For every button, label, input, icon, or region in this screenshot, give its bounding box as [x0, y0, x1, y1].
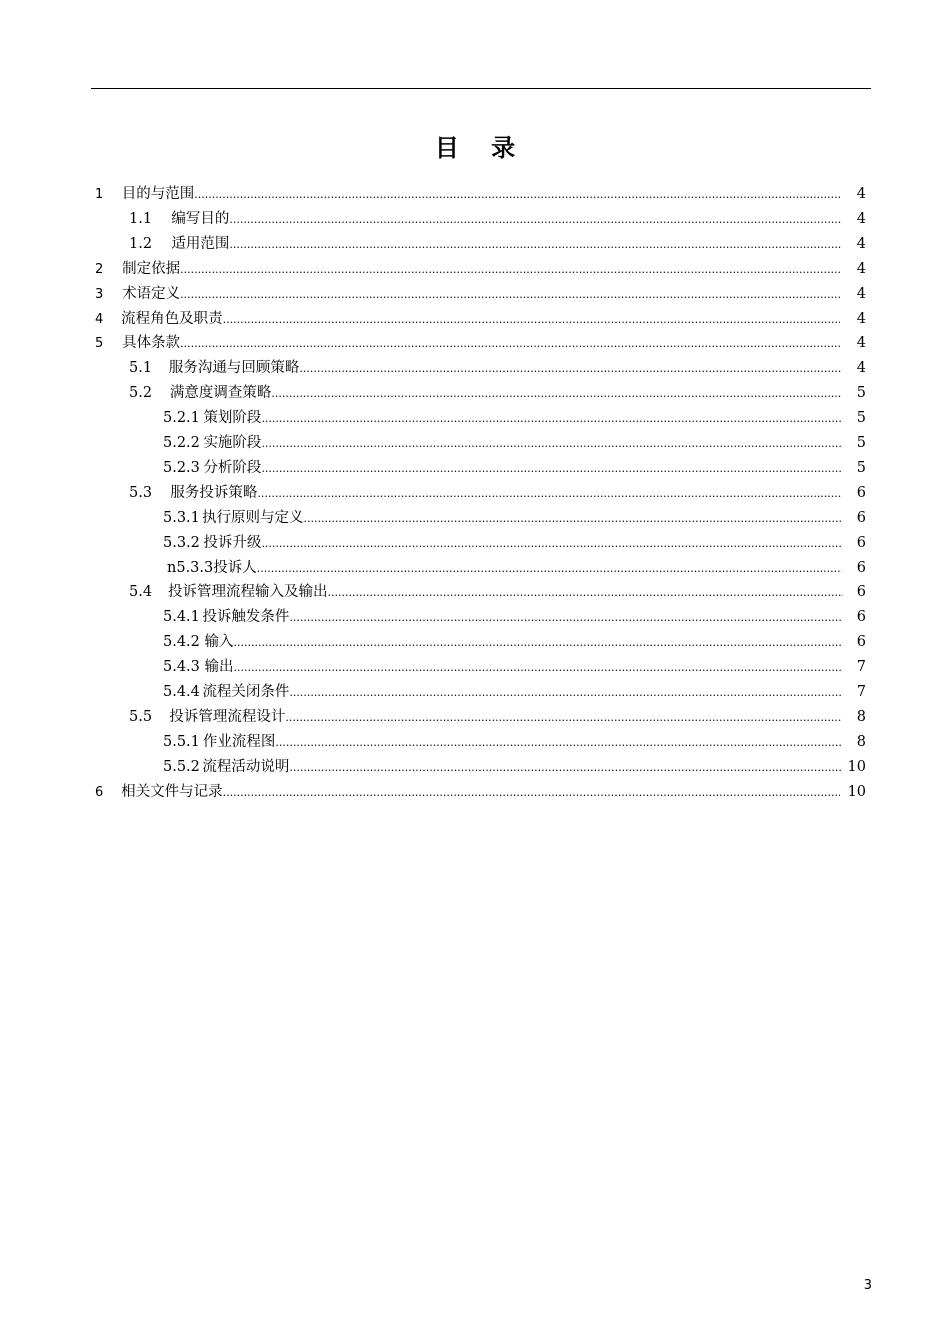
- toc-entry-number: 2: [95, 261, 104, 277]
- toc-entry-page: 4: [856, 260, 866, 277]
- toc-entry-label: 编写目的: [171, 210, 230, 227]
- toc-entry-number: 1.1: [129, 210, 153, 227]
- toc-entry-page: 6: [856, 484, 866, 501]
- toc-entry[interactable]: [129, 207, 866, 232]
- toc-entry[interactable]: [163, 730, 866, 755]
- toc-entry-number: 4: [95, 311, 104, 327]
- toc-entry-page: 8: [856, 708, 866, 725]
- toc-entry[interactable]: [163, 755, 866, 780]
- toc-entry-label: 适用范围: [171, 235, 230, 252]
- toc-entry-page: 10: [847, 783, 867, 800]
- toc-entry-text: [203, 531, 841, 556]
- toc-entry-page: 10: [847, 758, 866, 775]
- toc-entry-number: n5.3.3: [167, 559, 214, 576]
- toc-entry[interactable]: [95, 307, 866, 332]
- toc-entry-label: 满意度调查策略: [169, 385, 272, 402]
- toc-entry-number: 5.2: [129, 385, 153, 402]
- toc-entry-label: 投诉管理流程设计: [169, 708, 286, 725]
- toc-entry-page: 5: [856, 435, 867, 451]
- toc-entry-number: 5.2.1: [163, 410, 200, 427]
- toc-entry-page: 6: [856, 584, 866, 601]
- toc-entry[interactable]: [95, 182, 866, 207]
- toc-entry-number: 5.2.2: [163, 435, 200, 451]
- toc-entry-page: 4: [856, 285, 866, 302]
- toc-entry[interactable]: [163, 531, 866, 556]
- toc-entry-page: 5: [856, 410, 867, 427]
- toc-entry-text: [170, 381, 842, 406]
- toc-entry-label: 目的与范围: [121, 186, 195, 202]
- toc-entry-text: [171, 207, 841, 232]
- toc-entry-text: [168, 580, 843, 605]
- toc-entry-page: 5: [856, 385, 866, 402]
- toc-title: 目 录: [434, 134, 528, 162]
- toc-entry[interactable]: [163, 605, 866, 630]
- toc-entry[interactable]: [129, 705, 866, 730]
- toc-entry[interactable]: [95, 780, 866, 805]
- toc-entry-label: 输入: [204, 634, 234, 651]
- toc-entry-label: 流程角色及职责: [121, 310, 223, 327]
- toc-entry[interactable]: [129, 481, 866, 506]
- toc-entry[interactable]: [129, 381, 866, 406]
- toc-entry-page: 4: [856, 186, 866, 202]
- toc-entry-page: 4: [856, 210, 866, 227]
- toc-entry-page: 6: [856, 534, 867, 551]
- toc-entry-page: 5: [856, 459, 867, 476]
- page-number: 3: [863, 1278, 872, 1293]
- toc-entry-text: [122, 331, 840, 356]
- toc-entry-text: [203, 456, 841, 481]
- toc-entry-text: [202, 506, 843, 531]
- toc-entry[interactable]: [163, 630, 866, 655]
- toc-entry-text: [203, 431, 841, 456]
- toc-entry-number: 5.4.4: [163, 684, 200, 700]
- toc-entry-text: [171, 232, 841, 257]
- toc-entry-label: 服务投诉策略: [170, 484, 258, 501]
- header-rule: [91, 88, 871, 89]
- toc-entry-text: [204, 655, 841, 680]
- toc-entry-text: [203, 406, 841, 431]
- toc-entry-label: 策划阶段: [203, 410, 262, 427]
- toc-entry[interactable]: [95, 282, 866, 307]
- toc-entry-page: 8: [856, 733, 866, 750]
- toc-entry-page: 4: [856, 335, 866, 352]
- toc-entry-text: [122, 282, 840, 307]
- toc-entry-label: 制定依据: [122, 260, 181, 277]
- toc-entry-page: 4: [856, 235, 866, 252]
- toc-entry-label: 实施阶段: [203, 435, 262, 451]
- toc-entry-number: 6: [95, 784, 104, 800]
- toc-entry-text: [213, 556, 842, 581]
- toc-entry-number: 5.5.2: [163, 758, 200, 775]
- toc-entry-page: 7: [856, 659, 866, 676]
- toc-entry-number: 5.2.3: [163, 459, 200, 476]
- toc-entry-label: 服务沟通与回顾策略: [168, 360, 300, 377]
- toc-entry-text: [122, 182, 840, 207]
- toc-entry-number: 5.3.2: [163, 534, 200, 551]
- toc-entry-number: 5.4.1: [163, 609, 200, 626]
- toc-entry-page: 6: [856, 634, 866, 651]
- toc-entry[interactable]: [163, 406, 866, 431]
- toc-entry-label: 投诉管理流程输入及输出: [167, 584, 328, 601]
- toc-entry-text: [204, 630, 841, 655]
- toc-entry-number: 1: [95, 187, 104, 202]
- toc-entry-label: 流程关闭条件: [202, 684, 290, 700]
- toc-entry-label: 输出: [204, 659, 234, 676]
- toc-entry-page: 6: [856, 559, 866, 576]
- toc-entry-number: 5.5.1: [163, 733, 200, 750]
- toc-entry-page: 4: [856, 360, 866, 377]
- toc-entry-page: 6: [856, 509, 867, 526]
- toc-entry-label: 术语定义: [122, 285, 181, 302]
- toc-entry-text: [203, 730, 842, 755]
- toc-entry-page: 4: [856, 310, 867, 327]
- toc-entry-label: 投诉升级: [203, 534, 262, 551]
- toc-entry[interactable]: [163, 680, 866, 705]
- toc-entry[interactable]: [129, 580, 866, 605]
- toc-entry-text: [202, 605, 842, 630]
- toc-entry-label: 投诉触发条件: [202, 609, 290, 626]
- toc-entry-label: 作业流程图: [202, 733, 276, 750]
- toc-entry-text: [169, 356, 842, 381]
- toc-entry[interactable]: [129, 232, 866, 257]
- toc-entry-number: 5: [95, 336, 104, 352]
- toc-entry-number: 5.1: [129, 360, 153, 377]
- toc-entry[interactable]: [163, 506, 866, 531]
- toc-entry-number: 5.3: [129, 484, 153, 501]
- toc-entry-text: [121, 780, 840, 805]
- toc-entry-text: [169, 705, 842, 730]
- toc-entry-label: 相关文件与记录: [121, 783, 223, 800]
- toc-entry-text: [122, 257, 840, 282]
- toc-entry-page: 6: [856, 609, 866, 626]
- toc-entry-page: 7: [856, 684, 866, 700]
- toc-entry[interactable]: [95, 257, 866, 282]
- toc-entry-label: 执行原则与定义: [201, 509, 304, 526]
- toc-entry[interactable]: [163, 655, 866, 680]
- toc-entry-number: 1.2: [129, 235, 153, 252]
- toc-entry-label: 流程活动说明: [202, 758, 290, 775]
- toc-entry-text: [170, 481, 841, 506]
- toc-entry[interactable]: [95, 331, 866, 356]
- toc-entry[interactable]: [163, 456, 866, 481]
- toc-entry-number: 5.4.3: [163, 659, 200, 676]
- toc-entry-text: [202, 680, 842, 705]
- toc-entry-number: 5.4.2: [163, 634, 200, 651]
- toc-entry-number: 5.3.1: [163, 509, 200, 526]
- toc-entry-number: 5.5: [129, 708, 153, 725]
- toc-entry-text: [202, 755, 841, 780]
- toc-entry[interactable]: [129, 356, 866, 381]
- toc-entry-number: 5.4: [129, 584, 153, 601]
- toc-entry-label: 分析阶段: [203, 459, 262, 476]
- toc-entry[interactable]: [167, 556, 866, 581]
- toc-entry-number: 3: [95, 286, 104, 302]
- toc-entry-label: 具体条款: [122, 335, 181, 352]
- toc-entry[interactable]: [163, 431, 866, 456]
- toc-entry-label: 投诉人: [213, 559, 257, 576]
- toc-entry-text: [121, 307, 840, 332]
